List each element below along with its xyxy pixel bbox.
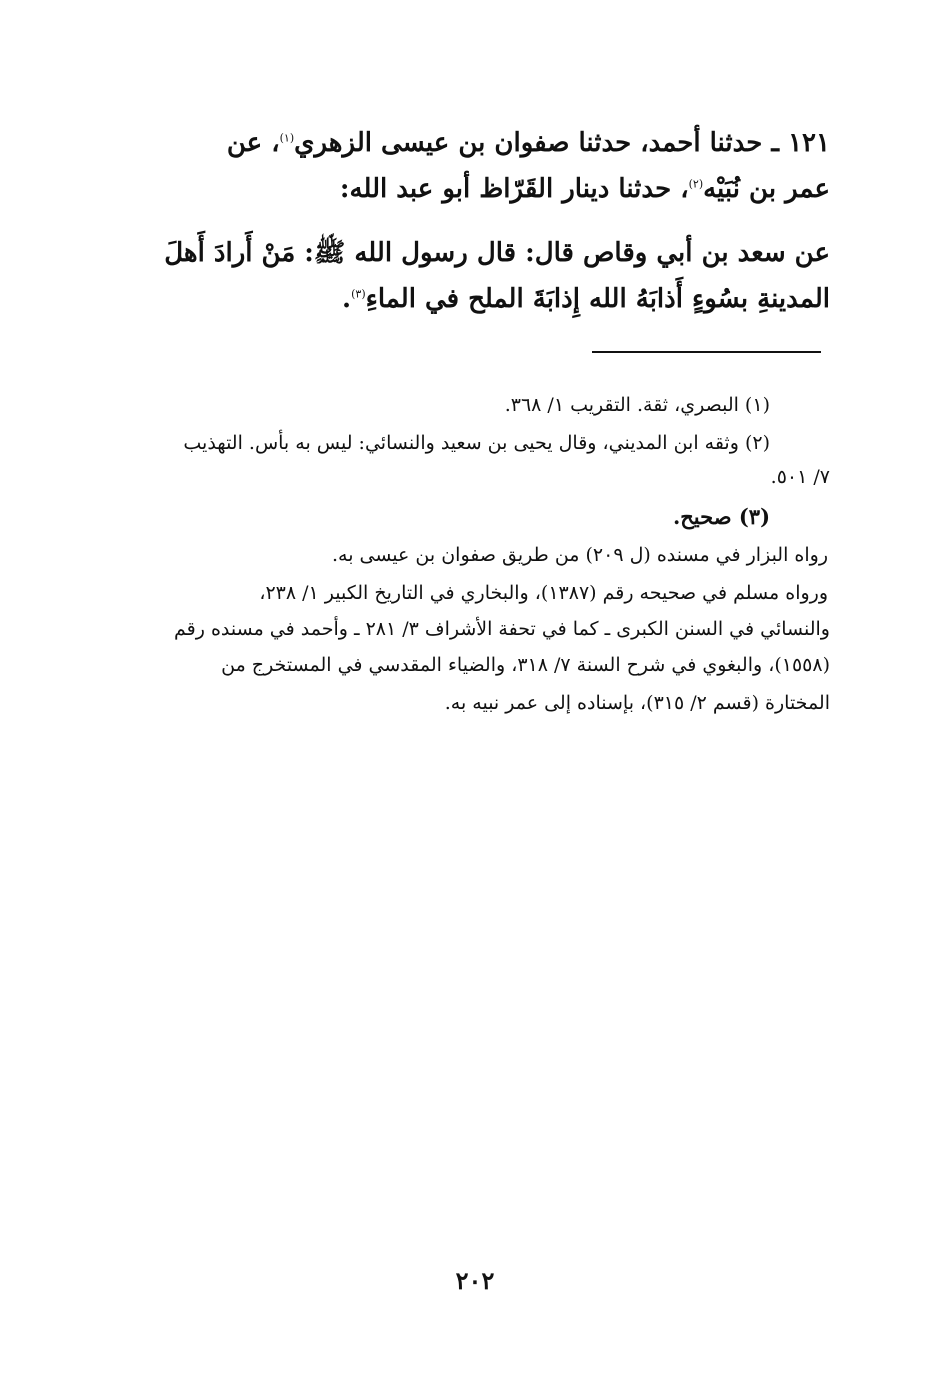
hadith-line-4-end: .: [342, 284, 352, 314]
footnote-3-line-1: رواه البزار في مسنده (ل ٢٠٩) من طريق صفوان بن عيسى به.: [331, 544, 828, 566]
footnote-3-line-3: والنسائي في السنن الكبرى ـ كما في تحفة الأشراف ٣/ ٢٨١ ـ وأحمد في مسنده رقم: [174, 618, 830, 640]
footnote-3-line-2: ورواه مسلم في صحيحه رقم (١٣٨٧)، والبخاري في التاريخ الكبير ١/ ٢٣٨،: [259, 582, 828, 604]
footnote-3-line-5: المختارة (قسم ٢/ ٣١٥)، بإسناده إلى عمر نبيه به.: [444, 692, 830, 714]
page-number: ٢٠٢: [455, 1266, 495, 1295]
footnote-3-line-4: (١٥٥٨)، والبغوي في شرح السنة ٧/ ٣١٨، والضياء المقدسي في المستخرج من: [221, 654, 830, 676]
hadith-line-1-end: ، عن: [226, 128, 280, 158]
hadith-line-3-text: عن سعد بن أبي وقاص قال: قال رسول الله ﷺ: مَنْ أَرادَ أَهلَ: [164, 238, 830, 268]
hadith-line-2: [340, 174, 830, 204]
footnote-ref-3: (٣): [351, 287, 366, 301]
footnote-2-line-2: ٧/ ٥٠١.: [770, 466, 830, 488]
hadith-line-3: [164, 236, 830, 274]
hadith-line-4: [342, 284, 830, 314]
footnote-ref-1: (١): [279, 131, 295, 145]
hadith-line-2-end: ، حدثنا دينار القَرّاظ أبو عبد الله:: [339, 174, 689, 204]
hadith-line-2-text: عمر بن نُبَيْه: [703, 174, 830, 204]
hadith-line-1: [227, 128, 830, 158]
footnote-2-line-1: (٢) وثقه ابن المديني، وقال يحيى بن سعيد والنسائي: ليس به بأس. التهذيب: [183, 432, 770, 454]
footnote-1: (١) البصري، ثقة. التقريب ١/ ٣٦٨.: [504, 394, 770, 416]
hadith-line-1-text: ١٢١ ـ حدثنا أحمد، حدثنا صفوان بن عيسى الزهري: [294, 128, 830, 158]
footnote-3-heading: (٣) صحيح.: [672, 504, 770, 529]
footnote-separator: [592, 351, 821, 353]
footnote-ref-2: (٢): [688, 177, 704, 191]
hadith-line-4-text: المدينةِ بسُوءٍ أَذابَهُ الله إِذابَةَ الملح في الماءِ: [365, 284, 830, 314]
